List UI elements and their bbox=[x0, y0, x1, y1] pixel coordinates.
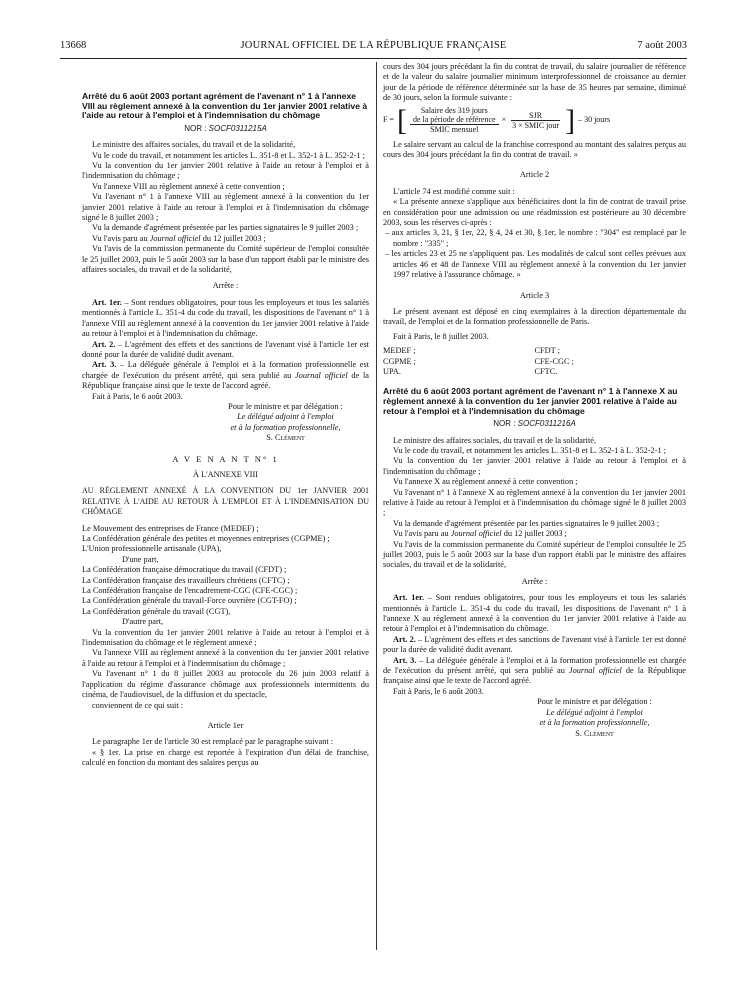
parties-unions bbox=[82, 565, 369, 617]
sign-left-item: CGPME ; bbox=[383, 356, 416, 366]
fait-a-paris: Fait à Paris, le 8 juillet 2003. bbox=[393, 331, 489, 341]
parties-a-item: Le Mouvement des entreprises de France (MEDEF) ; bbox=[82, 523, 259, 533]
left-intro-item: Vu la demande d'agrément présentée par les parties signataires le 9 juillet 2003 ; bbox=[92, 223, 359, 233]
article-2-label: Art. 2. bbox=[393, 634, 416, 644]
article-1 bbox=[82, 298, 369, 340]
article-3-text-b: de la République française ainsi que le texte de l'accord agréé. bbox=[82, 370, 369, 391]
article-2-label: Art. 2. bbox=[92, 339, 116, 349]
nor-code: SOCF0311216A bbox=[517, 419, 576, 429]
running-header bbox=[60, 40, 687, 54]
decree-title: Arrêté du 6 août 2003 portant agrément de l'avenant n° 1 à l'annexe VIII au règlement annexé à la convention du 1er janvier 2001 relative à l'aide au retour à l'emploi et à l'indemnisation du chômage bbox=[82, 91, 368, 121]
left-column bbox=[82, 92, 369, 769]
article-1-quote: « § 1er. La prise en charge est reportée à l'expiration d'un délai de franchise, calculé en fonction du montant des salaires perçus au bbox=[82, 747, 369, 768]
fraction-denominator: 3 × SMIC jour bbox=[512, 120, 560, 130]
arrete-heading-2: Arrête : bbox=[521, 576, 548, 586]
avenant-title: A V E N A N T N° 1 bbox=[172, 453, 279, 464]
article-2-quote: « La présente annexe s'applique aux bénéficiaires dont la fin de contrat de travail prise en considération pour une admission ou une réadmission est postérieure au 30 décembre 2003, sous les réserves ci-après : bbox=[383, 197, 686, 228]
right-bracket: ] bbox=[565, 103, 576, 137]
journal-officiel-ref: Journal officiel bbox=[295, 370, 348, 380]
article-3-text-b: de la République française ainsi que le texte de l'accord agréé. bbox=[383, 666, 686, 686]
left-intro-item: Le ministre des affaires sociales, du travail et de la solidarité, bbox=[92, 140, 296, 150]
visas-list-2 bbox=[383, 436, 686, 530]
signature-line: et à la formation professionnelle, bbox=[230, 422, 341, 432]
journal-officiel-ref: Journal officiel bbox=[149, 233, 201, 243]
fait-a-paris: Fait à Paris, le 6 août 2003. bbox=[92, 391, 183, 401]
arrete-heading: Arrête : bbox=[212, 281, 239, 291]
salaire-servant: Le salaire servant au calcul de la franchise correspond au montant des salaires perçus au cours des 304 jours précédant la fin du contrat de travail. » bbox=[383, 139, 686, 160]
nor-label: NOR : bbox=[184, 123, 207, 133]
franchise-formula bbox=[383, 103, 686, 137]
article-3-heading: Article 3 bbox=[519, 290, 550, 300]
fraction-numerator: SJR bbox=[511, 111, 560, 121]
article-3-label: Art. 3. bbox=[92, 360, 117, 370]
fait-a-paris-2: Fait à Paris, le 6 août 2003. bbox=[393, 686, 484, 696]
right-intro-item: Vu la demande d'agrément présentée par les parties signataires le 9 juillet 2003 ; bbox=[393, 518, 660, 528]
signature-line: Pour le ministre et par délégation : bbox=[228, 401, 343, 411]
signatories-right bbox=[535, 346, 687, 377]
left-intro-item: Vu l'annexe VIII au règlement annexé à cette convention ; bbox=[92, 181, 285, 191]
visa-avis-suffix: du 12 juillet 2003 ; bbox=[200, 233, 266, 243]
parties-b-item: La Confédération générale du travail (CGT), bbox=[82, 606, 231, 616]
fraction-sjr bbox=[509, 111, 562, 131]
visa-commission: Vu l'avis de la commission permanente du Comité supérieur de l'emploi consultée le 25 juillet 2003, puis le 5 août 2003 sur la base d'un rapport établi par le ministre des affaires sociales, du travail et de la solidarité, bbox=[82, 244, 369, 275]
left-intro-item: Vu la convention du 1er janvier 2001 relative à l'aide au retour à l'emploi et à l'indemnisation du chômage ; bbox=[82, 161, 369, 181]
right-intro-item: Vu le code du travail, et notamment les articles L. 351-8 et L. 352-1 à L. 352-2-1 ; bbox=[393, 445, 666, 455]
parties-employers bbox=[82, 524, 369, 555]
header-rule bbox=[60, 58, 687, 59]
dune-part: D'une part, bbox=[122, 554, 159, 564]
fraction-numerator bbox=[410, 106, 499, 125]
signature-line: Le délégué adjoint à l'emploi bbox=[237, 412, 334, 422]
article-2 bbox=[82, 340, 369, 361]
avenant-subtitle: À L'ANNEXE VIII bbox=[193, 469, 258, 479]
right-column bbox=[383, 62, 686, 739]
visa-avis-suffix: du 12 juillet 2003 ; bbox=[501, 529, 567, 539]
multiply-sign: × bbox=[501, 115, 507, 125]
article-2-text: – L'agrément des effets et des sanctions de l'avenant visé à l'article 1er est donné pour la durée de validité dudit avenant. bbox=[82, 339, 369, 359]
avenant-heading: AU RÈGLEMENT ANNEXÉ À LA CONVENTION DU 1er JANVIER 2001 RELATIVE À L'AIDE AU RETOUR À L'EMPLOI ET À L'INDEMNISATION DU CHÔMAGE bbox=[82, 486, 369, 517]
numerator-line: Salaire des 319 jours bbox=[420, 106, 488, 116]
formula-f: F = bbox=[383, 115, 394, 125]
left-intro-item: Vu le code du travail, et notamment les articles L. 351-8 et L. 352-1 à L. 352-2-1 ; bbox=[92, 150, 365, 160]
formula-minus: – 30 jours bbox=[578, 115, 611, 125]
article-3 bbox=[82, 360, 369, 391]
article-3-text-a: – La déléguée générale à l'emploi et à la formation professionnelle est chargée de l'exécution du présent arrêté, qui sera publié au bbox=[383, 655, 686, 676]
article-2-heading: Article 2 bbox=[519, 170, 550, 180]
vus-item: Vu l'annexe VIII au règlement annexé à la convention du 1er janvier 2001 relative à l'aide au retour à l'emploi et à l'indemnisation du chômage ; bbox=[82, 648, 369, 668]
sign-right-item: CFTC. bbox=[534, 366, 558, 376]
article-1-label: Art. 1er. bbox=[393, 593, 425, 603]
sign-left-item: MEDEF ; bbox=[383, 346, 416, 356]
left-intro-item: Vu l'avenant n° 1 à l'annexe VIII au règlement annexé à la convention du 1er janvier 2001 relative à l'aide au retour à l'emploi et à l'indemnisation du chômage signé le 8 juillet 2003 ; bbox=[82, 192, 369, 223]
numerator-line: de la période de référence bbox=[412, 115, 496, 125]
conviennent: conviennent de ce qui suit : bbox=[92, 700, 184, 710]
article-3-label: Art. 3. bbox=[393, 655, 417, 665]
art2-items-item: – aux articles 3, 21, § 1er, 22, § 4, 24 et 30, § 1er, le nombre : "304" est remplacé par le nombre : "335" ; bbox=[385, 228, 686, 248]
article-2-items bbox=[383, 228, 686, 280]
column-divider bbox=[376, 62, 377, 950]
left-bracket: [ bbox=[396, 103, 407, 137]
article-1-label: Art. 1er. bbox=[92, 297, 122, 307]
signature-block bbox=[82, 402, 369, 444]
sign-left-item: UPA. bbox=[383, 366, 401, 376]
continued-text: cours des 304 jours précédant la fin du contrat de travail, du salaire journalier de référence et de la valeur du salaire journalier minimum interprofessionnel de croissance au dernier jour de la période de référence déterminée sur la base de 35 heures par semaine, diminué de 30 jours, selon la formule suivante : bbox=[383, 62, 686, 103]
parties-a-item: La Confédération générale des petites et moyennes entreprises (CGPME) ; bbox=[82, 534, 330, 543]
article-1-paragraph: Le paragraphe 1er de l'article 30 est remplacé par le paragraphe suivant : bbox=[92, 737, 334, 747]
article-2-intro: L'article 74 est modifié comme suit : bbox=[393, 186, 515, 196]
dautre-part: D'autre part, bbox=[122, 617, 164, 627]
signatories-left bbox=[383, 346, 535, 377]
visas-list bbox=[82, 140, 369, 234]
article-1-heading: Article 1er bbox=[207, 720, 244, 730]
journal-officiel-ref: Journal officiel bbox=[568, 666, 622, 676]
right-intro-item: Vu l'annexe X au règlement annexé à cette convention ; bbox=[393, 477, 578, 487]
parties-a-item: L'Union professionnelle artisanale (UPA), bbox=[82, 544, 222, 554]
nor-label: NOR : bbox=[493, 419, 516, 429]
signature-line: Le délégué adjoint à l'emploi bbox=[546, 707, 643, 717]
fraction-salary bbox=[410, 106, 499, 135]
signature-block-2 bbox=[383, 697, 686, 739]
sign-right-item: CFE-CGC ; bbox=[534, 356, 574, 366]
article-2-b bbox=[383, 635, 686, 656]
signature-line: Pour le ministre et par délégation : bbox=[537, 697, 652, 707]
article-3-b bbox=[383, 656, 686, 687]
avenant-visas bbox=[82, 628, 369, 701]
right-intro-item: Vu la convention du 1er janvier 2001 relative à l'aide au retour à l'emploi et à l'indemnisation du chômage ; bbox=[383, 456, 686, 476]
visa-avis-2 bbox=[383, 529, 686, 539]
parties-b-item: La Confédération française de l'encadrement-CGC (CFE-CGC) ; bbox=[82, 586, 298, 596]
article-1-text: – Sont rendues obligatoires, pour tous les employeurs et tous les salariés mentionnés à l'article L. 351-4 du code du travail, les dispositions de l'avenant n° 1 à l'annexe VIII au règlement annexé à la convention du 1er janvier 2001 relative à l'aide au retour à l'emploi et à l'indemnisation du chômage. bbox=[82, 297, 369, 339]
signature-line: et à la formation professionnelle, bbox=[539, 718, 650, 728]
right-intro-item: Le ministre des affaires sociales, du travail et de la solidarité, bbox=[393, 435, 597, 445]
signatory-name: S. Clément bbox=[266, 433, 305, 443]
decree-title-2: Arrêté du 6 août 2003 portant agrément de l'avenant n° 1 à l'annexe X au règlement annexé à la convention du 1er janvier 2001 relative à l'aide au retour à l'emploi et à l'indemnisation du chômage bbox=[383, 386, 678, 416]
parties-b-item: La Confédération française des travailleurs chrétiens (CFTC) ; bbox=[82, 575, 290, 585]
signatories bbox=[383, 346, 686, 377]
nor-reference bbox=[82, 124, 369, 134]
signatory-name: S. Clément bbox=[575, 728, 614, 738]
article-1-b bbox=[383, 593, 686, 635]
nor-reference-2 bbox=[383, 419, 686, 429]
journal-title: JOURNAL OFFICIEL DE LA RÉPUBLIQUE FRANÇAISE bbox=[240, 40, 507, 51]
fraction-denominator: SMIC mensuel bbox=[430, 125, 479, 135]
article-1-text: – Sont rendues obligatoires, pour tous les employeurs et tous les salariés mentionnés à l'article L. 351-4 du code du travail, les dispositions de l'avenant n° 1 à l'annexe X au règlement annexé à la convention du 1er janvier 2001 relative à l'aide au retour à l'emploi et à l'indemnisation du chômage. bbox=[383, 593, 686, 634]
art2-items-item: – les articles 23 et 25 ne s'appliquent pas. Les modalités de calcul sont celles prévues aux articles 46 et 48 de l'annexe VIII au règlement annexé à la convention du 1er janvier 1997 relative à l'assurance chômage. » bbox=[385, 249, 686, 280]
vus-item: Vu la convention du 1er janvier 2001 relative à l'aide au retour à l'emploi et à l'indemnisation du chômage et le règlement annexé ; bbox=[82, 627, 369, 648]
article-2-text: – L'agrément des effets et des sanctions de l'avenant visé à l'article 1er est donné pour la durée de validité dudit avenant. bbox=[383, 634, 687, 655]
visa-avis-prefix: Vu l'avis paru au bbox=[92, 233, 150, 243]
parties-b-item: La Confédération générale du travail-Force ouvrière (CGT-FO) ; bbox=[82, 596, 297, 606]
vus-item: Vu l'avenant n° 1 du 8 juillet 2003 au protocole du 26 juin 2003 relatif à l'application du régime d'assurance chômage aux professionnels intermittents du cinéma, de l'audiovisuel, de la diffusion et du spectacle, bbox=[82, 669, 369, 700]
right-intro-item: Vu l'avenant n° 1 à l'annexe X au règlement annexé à la convention du 1er janvier 2001 relative à l'aide au retour à l'emploi et à l'indemnisation du chômage signé le 8 juillet 2003 ; bbox=[383, 487, 686, 518]
journal-officiel-ref: Journal officiel bbox=[450, 529, 502, 539]
nor-code: SOCF0311215A bbox=[208, 123, 267, 133]
article-3-text: Le présent avenant est déposé en cinq exemplaires à la direction départementale du travail, de l'emploi et de la formation professionnelle de Paris. bbox=[383, 306, 686, 327]
sign-right-item: CFDT ; bbox=[534, 346, 560, 356]
article-3-text-a: – La déléguée générale à l'emploi et à la formation professionnelle est chargée de l'exécution du présent arrêté, qui sera publié au bbox=[82, 360, 369, 380]
visa-avis-prefix: Vu l'avis paru au bbox=[393, 529, 451, 539]
page-number: 13668 bbox=[60, 40, 87, 51]
visa-avis bbox=[82, 234, 369, 244]
visa-commission-2: Vu l'avis de la commission permanente du Comité supérieur de l'emploi consultée le 25 juillet 2003, puis le 5 août 2003 sur la base d'un rapport établi par le ministre des affaires sociales, du travail et de la solidarité, bbox=[383, 539, 686, 570]
parties-b-item: La Confédération française démocratique du travail (CFDT) ; bbox=[82, 565, 287, 575]
issue-date: 7 août 2003 bbox=[637, 40, 687, 51]
